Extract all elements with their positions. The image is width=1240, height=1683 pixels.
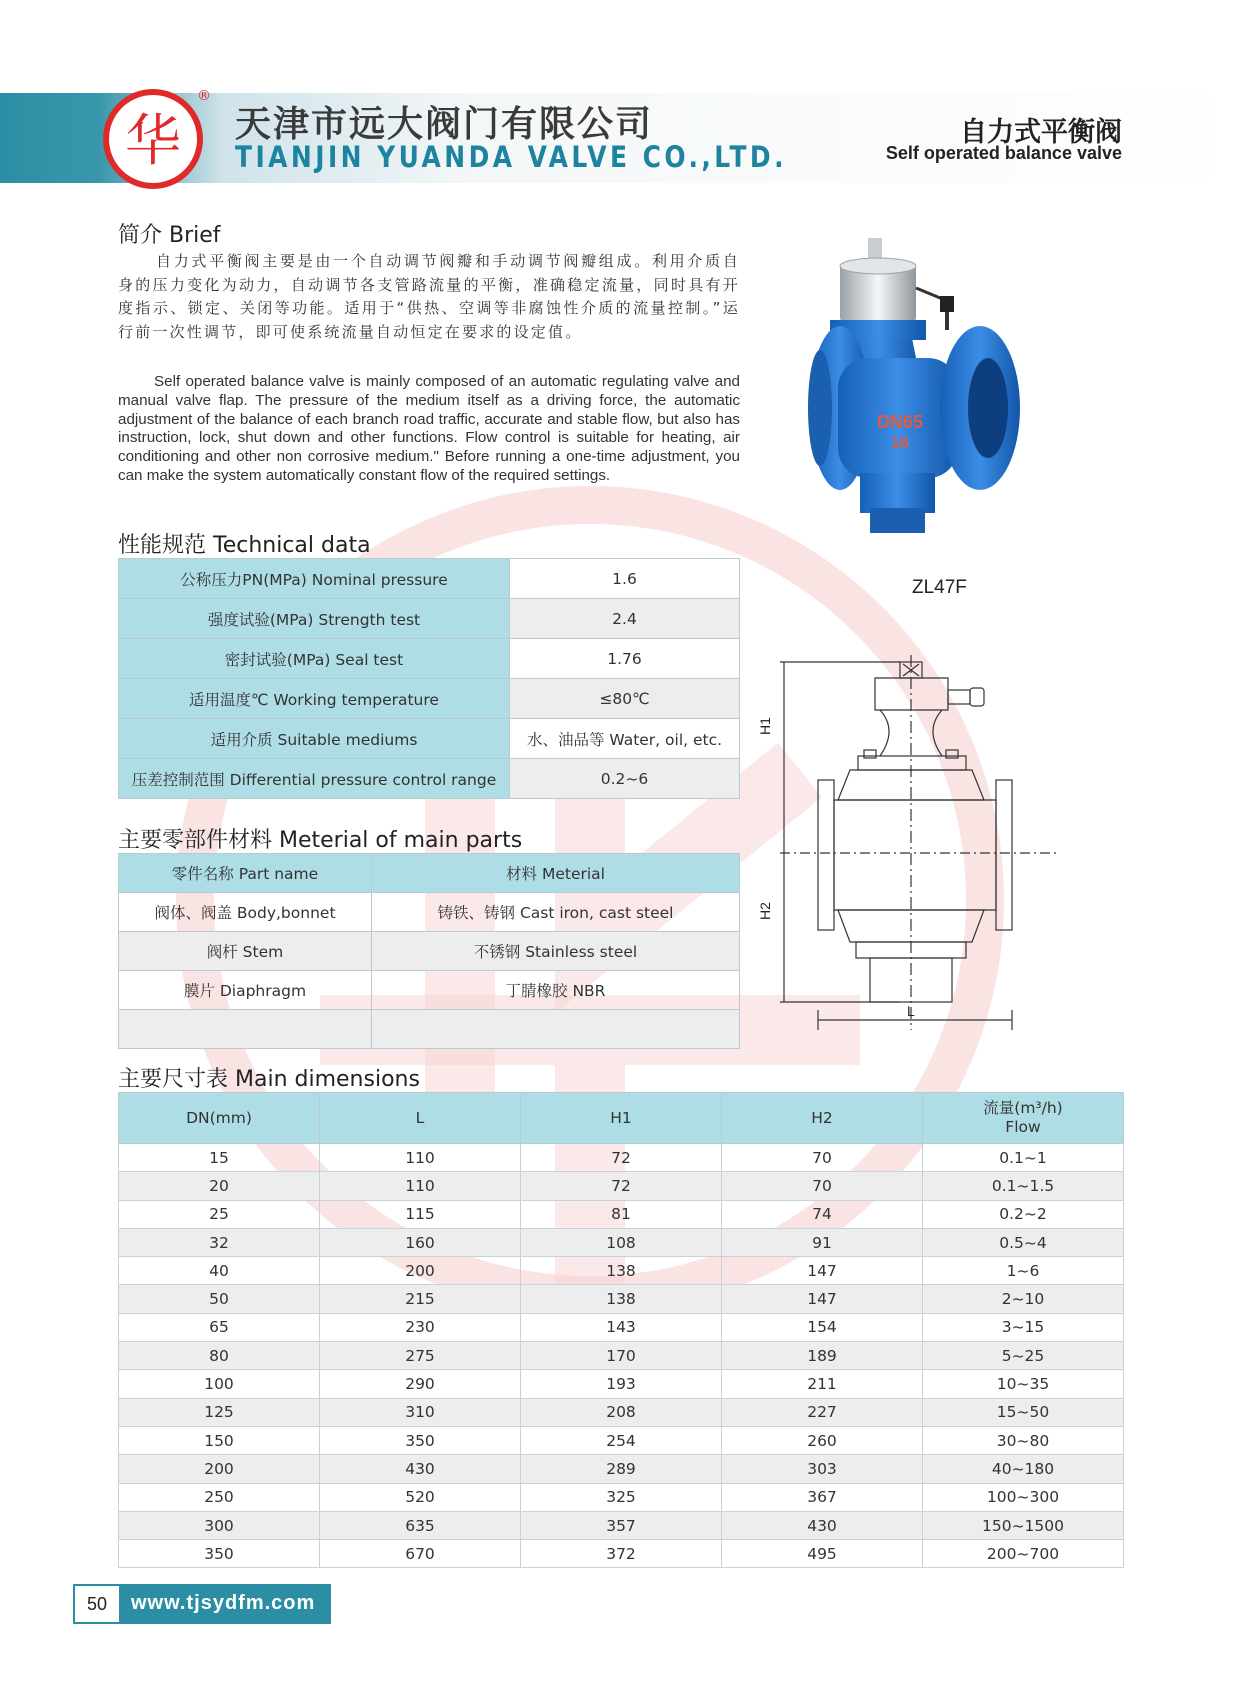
table-cell: 260 bbox=[722, 1426, 923, 1454]
table-cell: 154 bbox=[722, 1313, 923, 1341]
table-cell: 208 bbox=[521, 1398, 722, 1426]
table-row bbox=[119, 1257, 1124, 1285]
table-row bbox=[119, 1228, 1124, 1256]
tech-value: 水、油品等 Water, oil, etc. bbox=[510, 719, 740, 759]
column-header: DN(mm) bbox=[119, 1093, 320, 1144]
tech-label: 密封试验(MPa) Seal test bbox=[119, 639, 510, 679]
parts-material-table bbox=[118, 853, 740, 1049]
dimensions-heading: 主要尺寸表 Main dimensions bbox=[118, 1067, 420, 1092]
dim-label-l: L bbox=[907, 1003, 915, 1019]
table-row bbox=[119, 679, 740, 719]
table-row bbox=[119, 971, 740, 1010]
table-row bbox=[119, 1285, 1124, 1313]
table-cell: 227 bbox=[722, 1398, 923, 1426]
dimensions-table bbox=[118, 1092, 1124, 1568]
part-name: 阀杆 Stem bbox=[119, 932, 372, 971]
table-cell: 70 bbox=[722, 1144, 923, 1172]
tech-label: 适用介质 Suitable mediums bbox=[119, 719, 510, 759]
table-row bbox=[119, 1172, 1124, 1200]
table-cell: 15~50 bbox=[923, 1398, 1124, 1426]
product-model-label: ZL47F bbox=[912, 577, 967, 598]
table-row bbox=[119, 639, 740, 679]
table-cell: 50 bbox=[119, 1285, 320, 1313]
table-cell: 303 bbox=[722, 1455, 923, 1483]
table-cell: 670 bbox=[320, 1540, 521, 1568]
table-header-row bbox=[119, 854, 740, 893]
table-cell: 108 bbox=[521, 1228, 722, 1256]
tech-label: 强度试验(MPa) Strength test bbox=[119, 599, 510, 639]
brief-text-en: Self operated balance valve is mainly composed of an automatic regulating valve and manual valve flap. The pressure of the medium itself as a driving force, the automatic adjustment of the balance of each branch road traffic, accurate and stable flow, but also has instruction, lock, shut down and other functions. Flow control is suitable for heating, air conditioning and other non corrosive medium." Before running a one-time adjustment, you can make the system automatically constant flow of the required settings. bbox=[118, 373, 740, 484]
table-cell: 110 bbox=[320, 1144, 521, 1172]
column-header: L bbox=[320, 1093, 521, 1144]
part-material: 不锈钢 Stainless steel bbox=[372, 932, 740, 971]
table-cell: 110 bbox=[320, 1172, 521, 1200]
table-header-row bbox=[119, 1093, 1124, 1144]
table-cell: 275 bbox=[320, 1342, 521, 1370]
table-cell: 0.1~1 bbox=[923, 1144, 1124, 1172]
table-cell: 70 bbox=[722, 1172, 923, 1200]
table-cell: 91 bbox=[722, 1228, 923, 1256]
table-row bbox=[119, 1455, 1124, 1483]
table-cell: 40 bbox=[119, 1257, 320, 1285]
company-name-en: TIANJIN YUANDA VALVE CO.,LTD. bbox=[235, 140, 787, 174]
valve-technical-drawing bbox=[757, 650, 1060, 1045]
table-row bbox=[119, 559, 740, 599]
company-name-cn: 天津市远大阀门有限公司 bbox=[235, 104, 654, 145]
part-name: 阀体、阀盖 Body,bonnet bbox=[119, 893, 372, 932]
technical-heading: 性能规范 Technical data bbox=[118, 533, 371, 558]
table-cell: 289 bbox=[521, 1455, 722, 1483]
table-cell: 3~15 bbox=[923, 1313, 1124, 1341]
part-name: 膜片 Diaphragm bbox=[119, 971, 372, 1010]
table-cell: 147 bbox=[722, 1285, 923, 1313]
brief-heading: 简介 Brief bbox=[118, 223, 221, 248]
table-cell: 20 bbox=[119, 1172, 320, 1200]
table-cell: 520 bbox=[320, 1483, 521, 1511]
table-cell: 430 bbox=[722, 1511, 923, 1539]
table-cell: 200 bbox=[320, 1257, 521, 1285]
table-cell: 143 bbox=[521, 1313, 722, 1341]
table-cell: 147 bbox=[722, 1257, 923, 1285]
page-number: 50 bbox=[73, 1584, 121, 1624]
table-cell: 215 bbox=[320, 1285, 521, 1313]
brief-text-cn: 自力式平衡阀主要是由一个自动调节阀瓣和手动调节阀瓣组成。利用介质自身的压力变化为动力，自动调节各支管路流量的平衡，准确稳定流量，同时具有开度指示、锁定、关闭等功能。适用于“供热、空调等非腐蚀性介质的流量控制。”运行前一次性调节，即可使系统流量自动恒定在要求的设定值。 bbox=[118, 252, 740, 341]
table-row bbox=[119, 719, 740, 759]
tech-value: ≤80℃ bbox=[510, 679, 740, 719]
table-cell: 138 bbox=[521, 1285, 722, 1313]
table-cell: 80 bbox=[119, 1342, 320, 1370]
table-cell: 138 bbox=[521, 1257, 722, 1285]
table-cell: 160 bbox=[320, 1228, 521, 1256]
table-cell: 170 bbox=[521, 1342, 722, 1370]
casting-text-dn: DN65 bbox=[876, 412, 924, 432]
table-cell: 200 bbox=[119, 1455, 320, 1483]
table-cell: 0.5~4 bbox=[923, 1228, 1124, 1256]
table-cell: 189 bbox=[722, 1342, 923, 1370]
table-cell: 635 bbox=[320, 1511, 521, 1539]
table-cell: 32 bbox=[119, 1228, 320, 1256]
table-cell: 350 bbox=[320, 1426, 521, 1454]
table-cell: 357 bbox=[521, 1511, 722, 1539]
table-cell: 15 bbox=[119, 1144, 320, 1172]
table-row bbox=[119, 1483, 1124, 1511]
company-logo bbox=[103, 84, 213, 194]
casting-text-pn: 16 bbox=[891, 435, 909, 452]
column-header: 材料 Meterial bbox=[372, 854, 740, 893]
table-row bbox=[119, 1010, 740, 1049]
table-cell: 300 bbox=[119, 1511, 320, 1539]
dim-label-h1: H1 bbox=[757, 717, 773, 735]
table-cell: 200~700 bbox=[923, 1540, 1124, 1568]
table-row bbox=[119, 1313, 1124, 1341]
column-header: H2 bbox=[722, 1093, 923, 1144]
table-cell: 25 bbox=[119, 1200, 320, 1228]
product-title-cn: 自力式平衡阀 bbox=[960, 117, 1122, 148]
table-cell: 150~1500 bbox=[923, 1511, 1124, 1539]
tech-value: 1.76 bbox=[510, 639, 740, 679]
column-header: H1 bbox=[521, 1093, 722, 1144]
table-row bbox=[119, 759, 740, 799]
table-cell: 325 bbox=[521, 1483, 722, 1511]
table-row bbox=[119, 1342, 1124, 1370]
table-cell: 125 bbox=[119, 1398, 320, 1426]
table-cell: 74 bbox=[722, 1200, 923, 1228]
table-cell: 310 bbox=[320, 1398, 521, 1426]
table-cell: 290 bbox=[320, 1370, 521, 1398]
flow-header-en: Flow bbox=[1005, 1118, 1041, 1136]
flow-header-cn: 流量(m³/h) bbox=[983, 1099, 1063, 1117]
tech-value: 0.2~6 bbox=[510, 759, 740, 799]
part-material: 丁腈橡胶 NBR bbox=[372, 971, 740, 1010]
table-cell: 30~80 bbox=[923, 1426, 1124, 1454]
table-cell: 115 bbox=[320, 1200, 521, 1228]
table-row bbox=[119, 1511, 1124, 1539]
table-cell: 254 bbox=[521, 1426, 722, 1454]
table-cell: 72 bbox=[521, 1172, 722, 1200]
tech-label: 公称压力PN(MPa) Nominal pressure bbox=[119, 559, 510, 599]
table-cell: 2~10 bbox=[923, 1285, 1124, 1313]
column-header: 零件名称 Part name bbox=[119, 854, 372, 893]
dim-label-h2: H2 bbox=[757, 902, 773, 920]
table-cell: 350 bbox=[119, 1540, 320, 1568]
technical-data-table bbox=[118, 558, 740, 799]
column-header-flow bbox=[923, 1093, 1124, 1144]
table-cell: 0.1~1.5 bbox=[923, 1172, 1124, 1200]
table-row bbox=[119, 1398, 1124, 1426]
table-row bbox=[119, 599, 740, 639]
tech-label: 适用温度℃ Working temperature bbox=[119, 679, 510, 719]
part-name bbox=[119, 1010, 372, 1049]
part-material: 铸铁、铸钢 Cast iron, cast steel bbox=[372, 893, 740, 932]
parts-heading: 主要零部件材料 Meterial of main parts bbox=[118, 828, 523, 853]
table-row bbox=[119, 893, 740, 932]
product-title-en: Self operated balance valve bbox=[885, 143, 1122, 163]
table-cell: 372 bbox=[521, 1540, 722, 1568]
table-row bbox=[119, 1426, 1124, 1454]
table-cell: 430 bbox=[320, 1455, 521, 1483]
table-row bbox=[119, 932, 740, 971]
registered-mark: ® bbox=[197, 88, 211, 104]
table-row bbox=[119, 1370, 1124, 1398]
table-cell: 150 bbox=[119, 1426, 320, 1454]
dimensions-body bbox=[119, 1144, 1124, 1568]
table-row bbox=[119, 1540, 1124, 1568]
table-cell: 72 bbox=[521, 1144, 722, 1172]
website-link[interactable]: www.tjsydfm.com bbox=[119, 1584, 331, 1624]
tech-value: 2.4 bbox=[510, 599, 740, 639]
valve-product-image bbox=[800, 238, 1050, 568]
table-cell: 5~25 bbox=[923, 1342, 1124, 1370]
part-material bbox=[372, 1010, 740, 1049]
table-cell: 65 bbox=[119, 1313, 320, 1341]
table-cell: 211 bbox=[722, 1370, 923, 1398]
table-cell: 250 bbox=[119, 1483, 320, 1511]
table-cell: 40~180 bbox=[923, 1455, 1124, 1483]
table-cell: 193 bbox=[521, 1370, 722, 1398]
tech-label: 压差控制范围 Differential pressure control range bbox=[119, 759, 510, 799]
table-cell: 0.2~2 bbox=[923, 1200, 1124, 1228]
table-cell: 1~6 bbox=[923, 1257, 1124, 1285]
table-cell: 230 bbox=[320, 1313, 521, 1341]
table-cell: 495 bbox=[722, 1540, 923, 1568]
table-cell: 81 bbox=[521, 1200, 722, 1228]
table-cell: 10~35 bbox=[923, 1370, 1124, 1398]
table-cell: 367 bbox=[722, 1483, 923, 1511]
table-row bbox=[119, 1144, 1124, 1172]
table-cell: 100 bbox=[119, 1370, 320, 1398]
logo-glyph: 华 bbox=[125, 109, 181, 174]
tech-value: 1.6 bbox=[510, 559, 740, 599]
table-cell: 100~300 bbox=[923, 1483, 1124, 1511]
table-row bbox=[119, 1200, 1124, 1228]
